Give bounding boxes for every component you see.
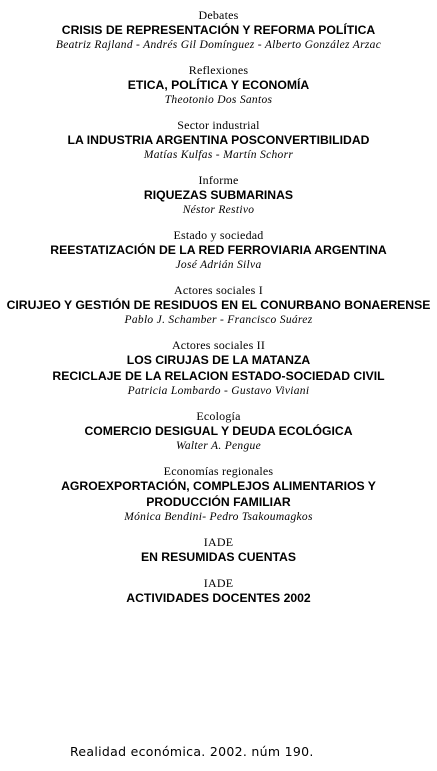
toc-entry bbox=[0, 8, 437, 52]
toc-entry bbox=[0, 228, 437, 272]
article-authors: José Adrián Silva bbox=[175, 259, 262, 271]
toc-entry bbox=[0, 63, 437, 107]
article-title[interactable]: COMERCIO DESIGUAL Y DEUDA ECOLÓGICA bbox=[84, 424, 353, 438]
toc-entry bbox=[0, 535, 437, 565]
article-authors: Walter A. Pengue bbox=[176, 440, 261, 452]
toc-entry bbox=[0, 118, 437, 162]
toc-entry bbox=[0, 409, 437, 453]
article-authors: Theotonio Dos Santos bbox=[164, 94, 273, 106]
toc-entry bbox=[0, 173, 437, 217]
section-label: Ecología bbox=[196, 409, 241, 423]
article-authors: Beatriz Rajland - Andrés Gil Domínguez - Alberto González Arzac bbox=[55, 39, 382, 51]
article-title[interactable]: ACTIVIDADES DOCENTES 2002 bbox=[126, 591, 311, 605]
journal-citation: Realidad económica. 2002. núm 190. bbox=[70, 744, 314, 759]
toc-entry bbox=[0, 464, 437, 524]
table-of-contents bbox=[0, 8, 437, 617]
article-title-line-2[interactable]: RECICLAJE DE LA RELACION ESTADO-SOCIEDAD CIVIL bbox=[52, 369, 385, 383]
article-title[interactable]: LA INDUSTRIA ARGENTINA POSCONVERTIBILIDAD bbox=[67, 133, 370, 147]
article-title[interactable]: EN RESUMIDAS CUENTAS bbox=[140, 550, 297, 564]
section-label: Sector industrial bbox=[177, 118, 260, 132]
section-label: Economías regionales bbox=[163, 464, 274, 478]
section-label: Debates bbox=[198, 8, 239, 22]
article-title[interactable]: RIQUEZAS SUBMARINAS bbox=[143, 188, 294, 202]
section-label: Reflexiones bbox=[188, 63, 249, 77]
section-label: IADE bbox=[203, 576, 234, 590]
section-label: IADE bbox=[203, 535, 234, 549]
article-title[interactable]: ETICA, POLÍTICA Y ECONOMÍA bbox=[127, 78, 310, 92]
article-title[interactable]: AGROEXPORTACIÓN, COMPLEJOS ALIMENTARIOS Y bbox=[61, 479, 376, 493]
article-authors: Néstor Restivo bbox=[182, 204, 255, 216]
article-authors: Matías Kulfas - Martín Schorr bbox=[143, 149, 294, 161]
article-title-line-2[interactable]: PRODUCCIÓN FAMILIAR bbox=[146, 495, 291, 509]
article-title[interactable]: CIRUJEO Y GESTIÓN DE RESIDUOS EN EL CONURBANO BONAERENSE bbox=[6, 298, 431, 312]
section-label: Actores sociales I bbox=[174, 283, 263, 297]
article-authors: Mónica Bendini- Pedro Tsakoumagkos bbox=[124, 511, 313, 523]
section-label: Informe bbox=[198, 173, 239, 187]
section-label: Actores sociales II bbox=[171, 338, 266, 352]
article-title[interactable]: REESTATIZACIÓN DE LA RED FERROVIARIA ARGENTINA bbox=[50, 243, 387, 257]
toc-entry bbox=[0, 576, 437, 606]
article-title[interactable]: LOS CIRUJAS DE LA MATANZA bbox=[126, 353, 311, 367]
toc-entry bbox=[0, 338, 437, 398]
toc-entry bbox=[0, 283, 437, 327]
article-authors: Patricia Lombardo - Gustavo Viviani bbox=[127, 385, 310, 397]
section-label: Estado y sociedad bbox=[173, 228, 264, 242]
article-title[interactable]: CRISIS DE REPRESENTACIÓN Y REFORMA POLÍTICA bbox=[61, 23, 376, 37]
article-authors: Pablo J. Schamber - Francisco Suárez bbox=[124, 314, 313, 326]
